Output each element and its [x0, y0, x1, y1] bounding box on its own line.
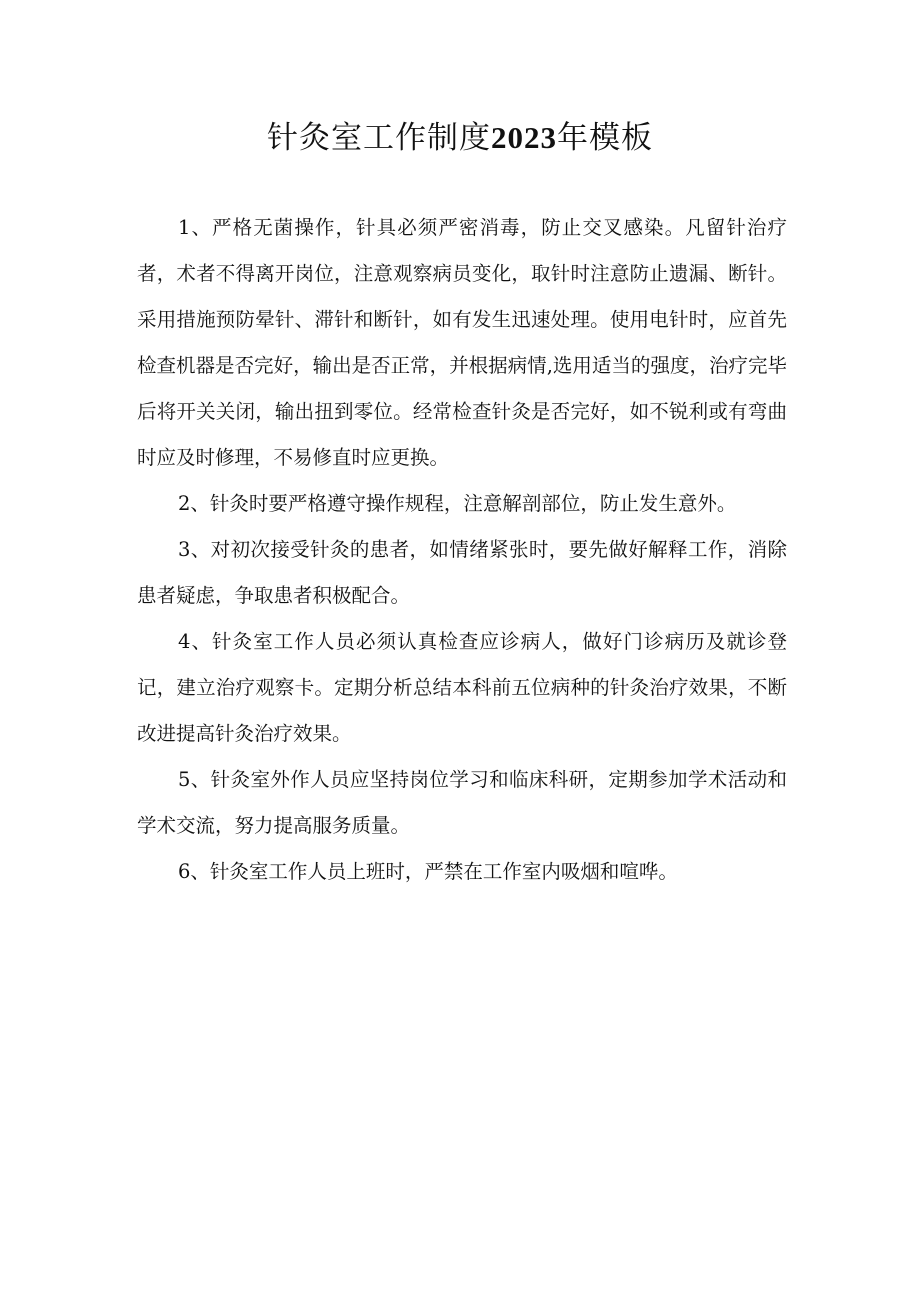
paragraph-5: 5、针灸室外作人员应坚持岗位学习和临床科研，定期参加学术活动和学术交流，努力提高服务质量。 — [137, 768, 787, 837]
paragraph-4: 4、针灸室工作人员必须认真检查应诊病人，做好门诊病历及就诊登记，建立治疗观察卡。定期分析总结本科前五位病种的针灸治疗效果，不断改进提高针灸治疗效果。 — [137, 630, 787, 745]
title-year: 2023 — [491, 120, 557, 155]
title-prefix: 针灸室工作制度 — [267, 120, 491, 156]
document-body — [137, 205, 787, 895]
paragraph-3: 3、对初次接受针灸的患者，如情绪紧张时，要先做好解释工作，消除患者疑虑，争取患者积极配合。 — [137, 538, 787, 607]
title-suffix: 年模板 — [557, 120, 653, 156]
paragraph-1: 1、严格无菌操作，针具必须严密消毒，防止交叉感染。凡留针治疗者，术者不得离开岗位，注意观察病员变化，取针时注意防止遗漏、断针。采用措施预防晕针、滞针和断针，如有发生迅速处理。使用电针时，应首先检查机器是否完好，输出是否正常，并根据病情,选用适当的强度，治疗完毕后将开关关闭，输出扭到零位。经常检查针灸是否完好，如不锐利或有弯曲时应及时修理，不易修直时应更换。 — [137, 216, 787, 469]
paragraph-2: 2、针灸时要严格遵守操作规程，注意解剖部位，防止发生意外。 — [178, 492, 737, 515]
document-title — [0, 112, 920, 164]
paragraph-6: 6、针灸室工作人员上班时，严禁在工作室内吸烟和喧哗。 — [178, 860, 678, 883]
